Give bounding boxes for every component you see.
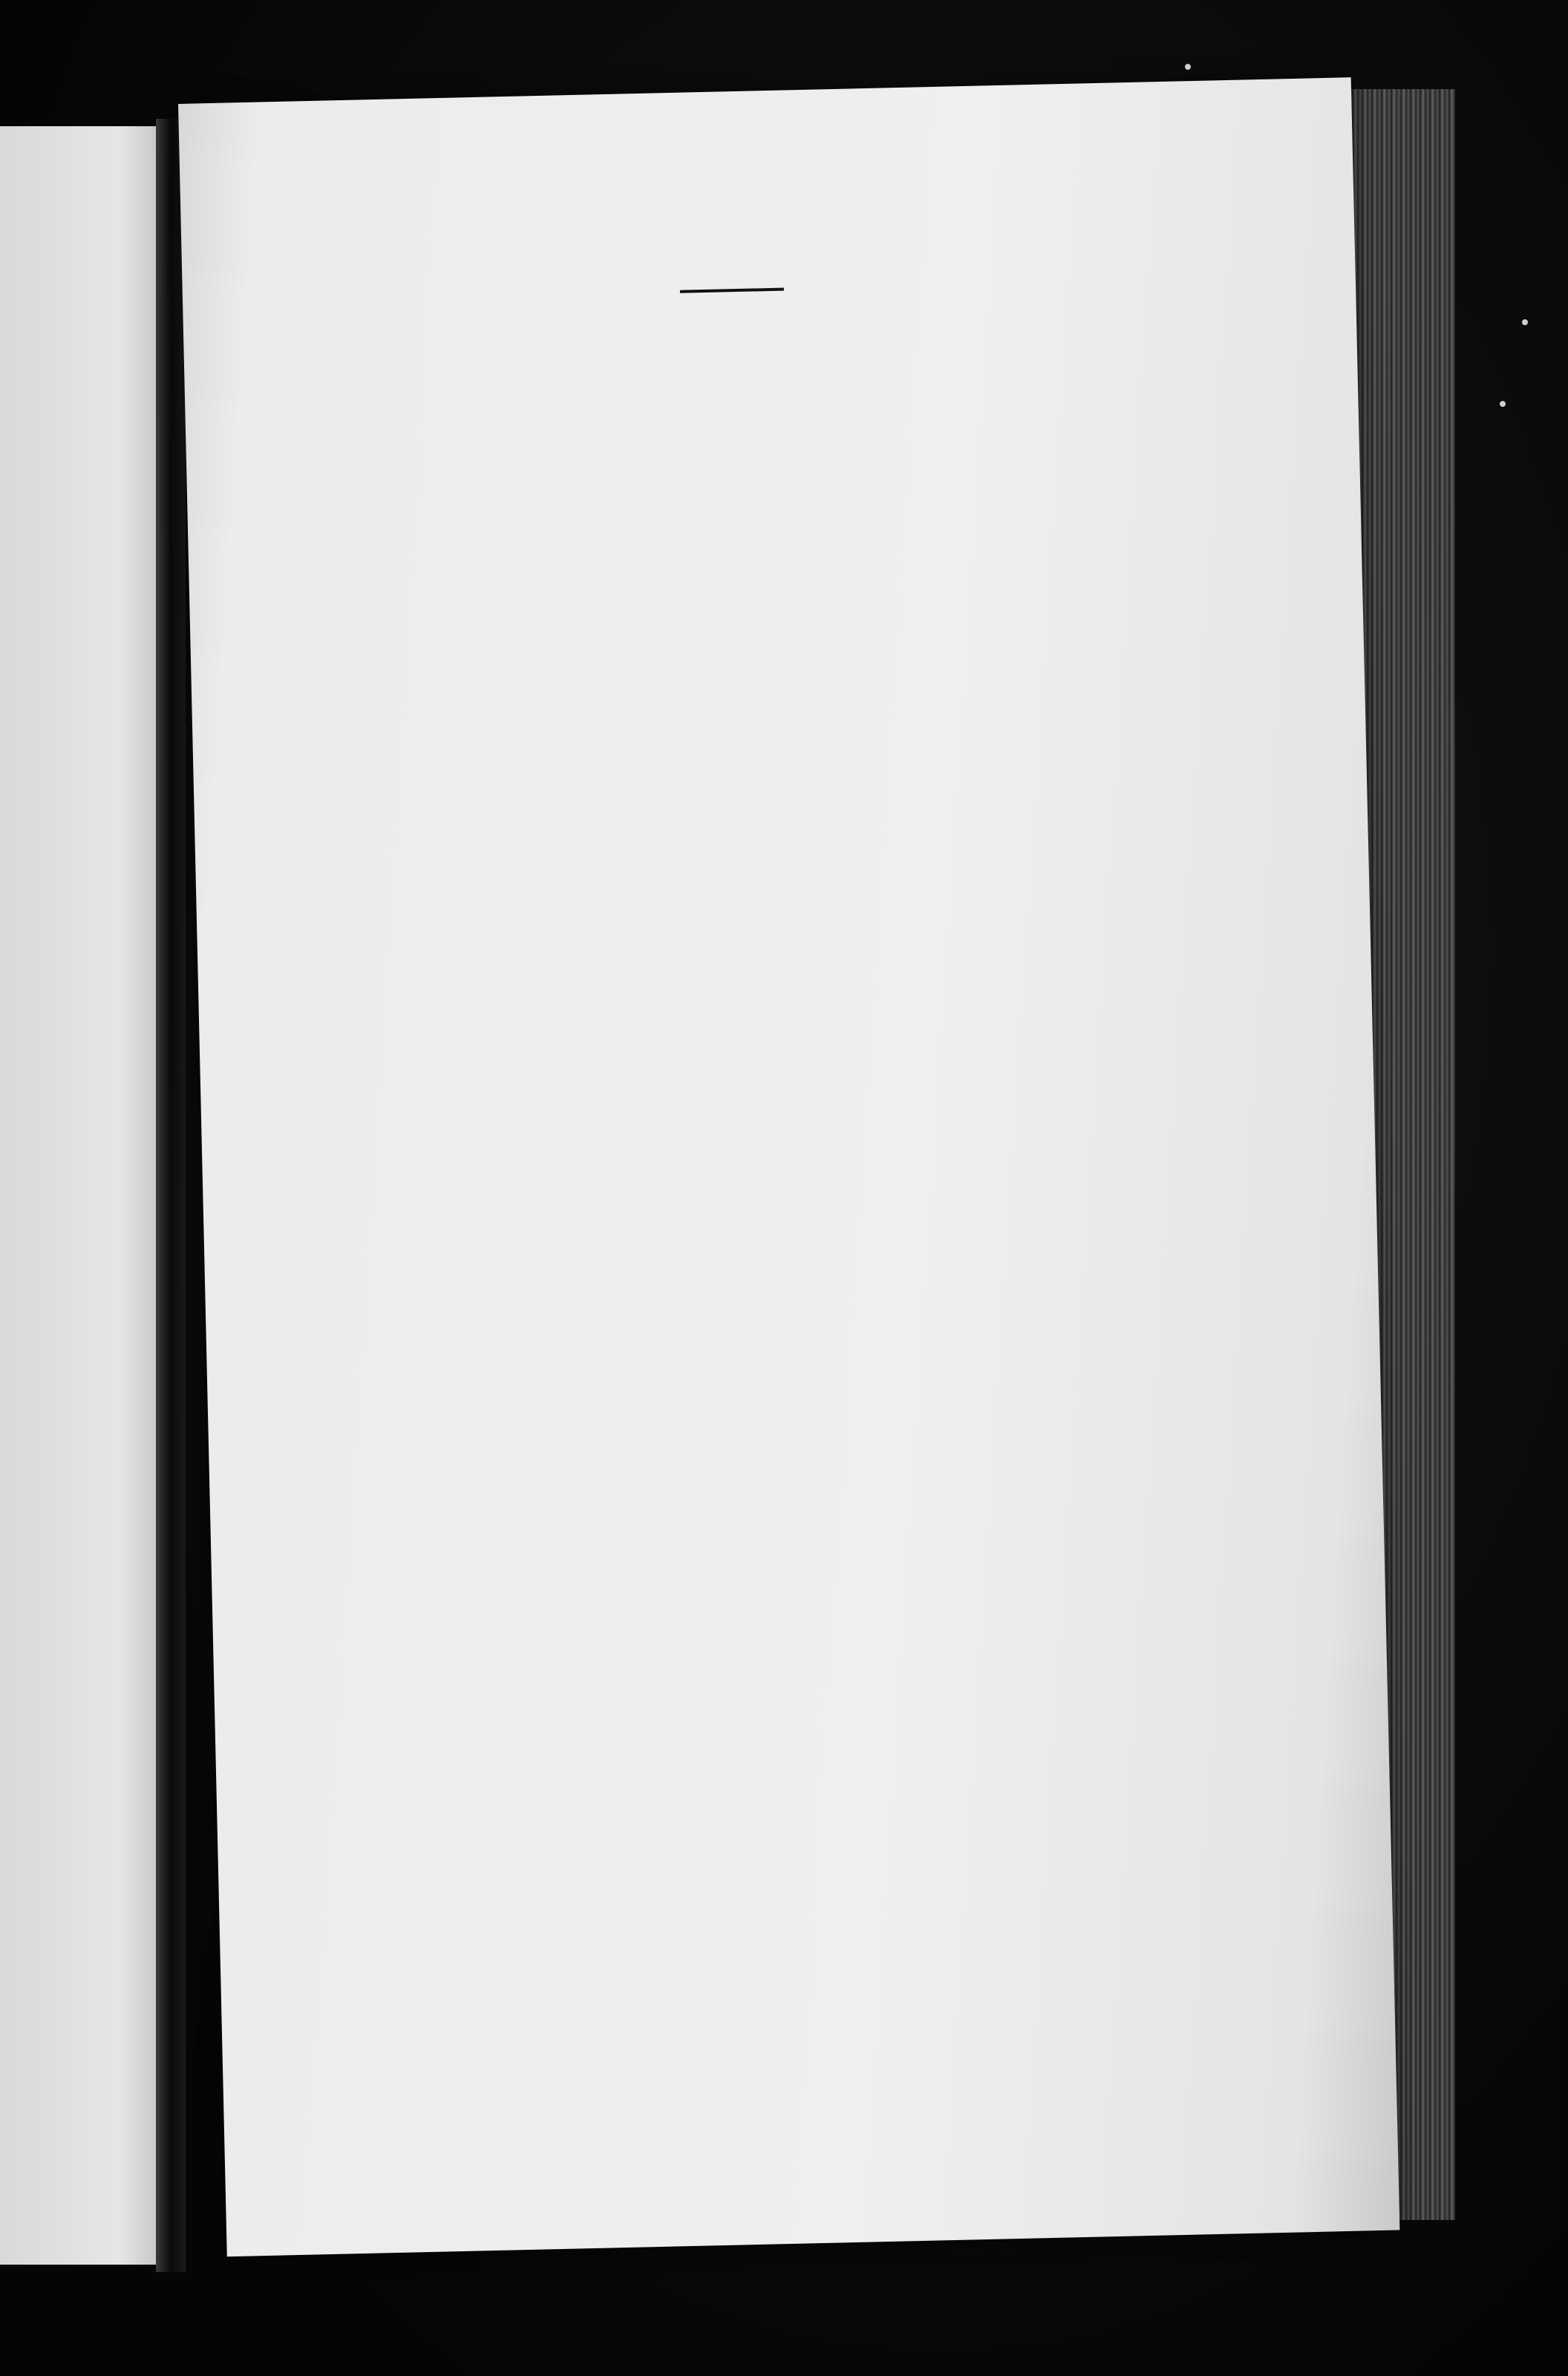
running-header: [226, 206, 1236, 274]
previous-page-fragment: [0, 126, 171, 2265]
dust-speck: [1500, 401, 1506, 407]
section-divider: [680, 288, 784, 293]
signature: [227, 273, 1237, 296]
report-paragraphs: [227, 273, 1237, 296]
running-header-title: [226, 206, 1235, 229]
book-page: [178, 77, 1399, 2256]
page-text-block: [226, 206, 1238, 333]
section-title: [228, 310, 1238, 333]
book-gutter: [156, 119, 186, 2272]
dust-speck: [1522, 319, 1528, 325]
section-paragraphs: [228, 310, 1238, 333]
dust-speck: [1185, 64, 1191, 70]
